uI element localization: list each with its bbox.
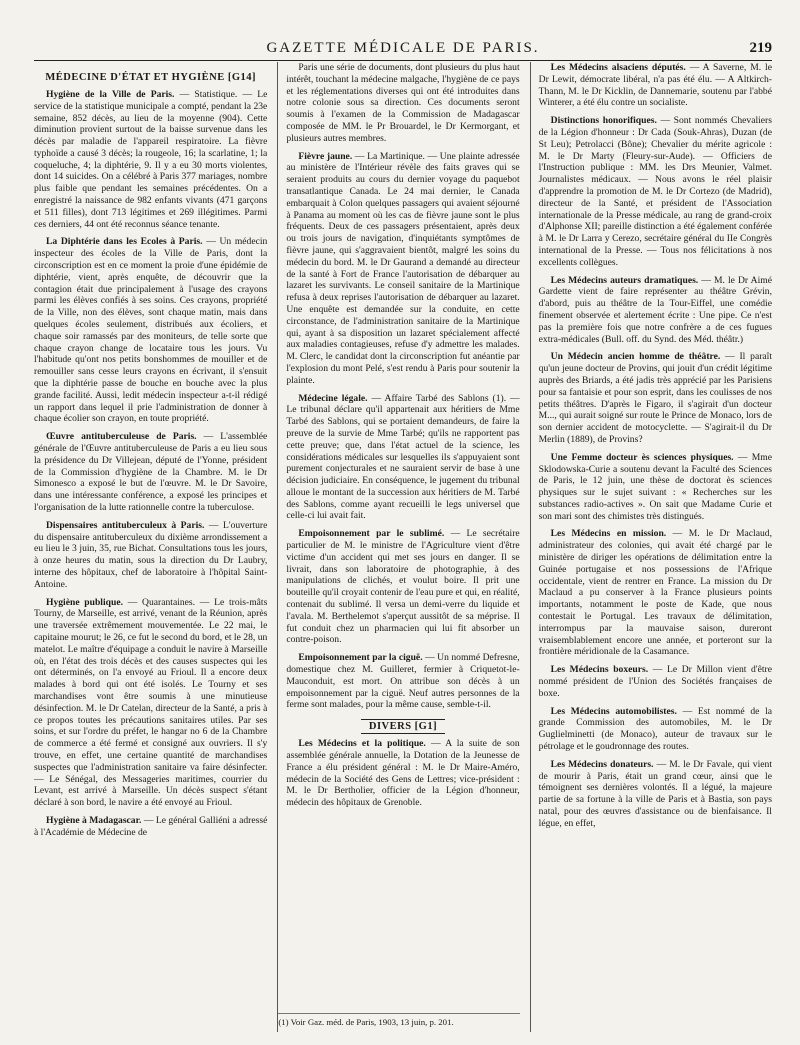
article-text: — Il paraît qu'un jeune docteur de Provins, qui jouit d'un crédit légitime auprès des Briards, a été jadis très apprécié par les Parisiens pour sa fantaisie et pour son esprit, dans les coulisses de nos petits théâtres. D'après le Figaro, il s'agirait d'un docteur M..., qui aurait soigné sur route le Prince de Monaco, lors de son dernier accident de motocyclette. — S'agirait-il du Dr Merlin (1889), de Provins? xyxy=(538,351,772,445)
article-heading: Les Médecins automobilistes. xyxy=(550,705,677,717)
article xyxy=(539,759,772,830)
article xyxy=(286,393,519,523)
article-text: — Est nommé de la grande Commission des automobiles, M. le Dr Guglielminetti (de Monaco), auteur de travaux sur le pétrolage et le goudronnage des routes. xyxy=(538,705,772,753)
article-heading: Une Femme docteur ès sciences physiques. xyxy=(550,451,734,463)
article-heading: Un Médecin ancien homme de théâtre. xyxy=(550,351,721,363)
section-heading-divers: DIVERS [G1] xyxy=(286,721,519,734)
column-3 xyxy=(530,62,772,1032)
footnote: (1) Voir Gaz. méd. de Paris, 1903, 13 juin, p. 201. xyxy=(278,1013,519,1028)
article-text: — Mme Sklodowska-Curie a soutenu devant la Faculté des Sciences de Paris, le 12 juin, une thèse de doctorat ès sciences physiques sur le sujet suivant : « Recherches sur les substances radio-actives ». On sait que Madame Curie et son mari sont des chimistes très distingués. xyxy=(538,451,772,522)
article xyxy=(286,62,519,145)
article-heading: Les Médecins alsaciens députés. xyxy=(550,62,686,73)
article xyxy=(286,528,519,646)
article-list-divers xyxy=(286,738,519,809)
article xyxy=(34,431,267,514)
section-heading: MÉDECINE D'ÉTAT ET HYGIÈNE [G14] xyxy=(45,72,256,83)
article-text: — Le Dr Millon vient d'être nommé président de l'Union des Sociétés françaises de boxe. xyxy=(538,664,772,699)
article-text: — Le général Galliéni a adressé à l'Académie de Médecine de xyxy=(34,814,268,838)
article-text: Paris une série de documents, dont plusieurs du plus haut intérêt, touchant la médecine malgache, l'hygiène de ce pays et les réglementations diverses qui ont été introduites dans notre colonie sous sa direction. Ces documents seront soumis à l'examen de la Commission de Madagascar composée de MM. le Pr Brouardel, le Dr Kermorgant, et plusieurs autres membres. xyxy=(286,62,520,144)
journal-title: GAZETTE MÉDICALE DE PARIS. xyxy=(266,40,540,56)
article-heading: Les Médecins en mission. xyxy=(550,528,667,540)
article xyxy=(539,452,772,523)
article-text: — Statistique. — Le service de la statistique municipale a compté, pendant la 23e semaine, 852 décès, au lieu de la moyenne (904). Cette diminution provient surtout de la baisse survenue dans les décès par maladie de l'appareil respiratoire. La fièvre typhoïde a causé 3 décès; la rougeole, 16; la scarlatine, 1; la coqueluche, 4; la diphtérie, 9. Il y a eu 30 morts violentes, dont 14 suicides. On a célébré à Paris 377 mariages, nombre plus faible que pendant les semaines précédentes. On a enregistré la naissance de 982 enfants vivants (471 garçons et 511 filles), dont 713 légitimes et 269 illégitimes. Parmi ces derniers, 44 ont été reconnus séance tenante. xyxy=(34,88,268,230)
header-rule xyxy=(34,60,772,61)
column-2 xyxy=(277,62,519,1032)
article-text: — L'assemblée générale de l'Œuvre antituberculeuse de Paris a eu lieu sous la présidence du Dr Villejean, député de l'Yonne, président de la Commission d'hygiène de la Chambre. M. le Dr Simonesco a exposé le but de l'œuvre. M. le Dr Savoire, dans une intéressante conférence, a exposé les principes et l'organisation de la lutte rationnelle contre la tuberculose. xyxy=(34,431,268,513)
article xyxy=(34,597,267,809)
article-heading: Les Médecins donateurs. xyxy=(550,758,654,770)
article-text: — Quarantaines. — Le trois-mâts Tourny, de Marseille, est arrivé, venant de la Réunion, après une traversée extrêmement mouvementée. Le 22 mai, le capitaine mourut; le 26, ce fut le second du bord, et le 28, un matelot. Le maître d'équipage a conduit le navire à Marseille où, en l'état des trois décès et des causes suspectes qui les ont déterminés, on l'a envoyé au Frioul. Il a encore deux malades à bord qui ont été isolés. Le Tourny et ses marchandises vont être soumis à une minutieuse désinfection. M. le Dr Catelan, directeur de la Santé, a pris à ce propos toutes les précautions sanitaires utiles. Par ses soins, et sur l'ordre du préfet, le hangar no 6 de la Chambre de commerce a été fermé et consigné aux ouvriers. Il s'y trouve, en effet, une certaine quantité de marchandises suspectes que l'administration sanitaire va faire désinfecter. — Le Sénégal, des Messageries maritimes, courrier du Levant, est arrivé à Marseille. Un décès suspect s'étant déclaré à son bord, le navire a été envoyé au Frioul. xyxy=(34,596,268,809)
article-text: — A la suite de son assemblée générale annuelle, la Dotation de la Jeunesse de France a élu président général : M. le Dr Maire-Améro, médecin de la Société des Gens de Lettres; vice-président : M. le Dr Bertholier, officier de la Légion d'honneur, médecin des hôpitaux de Grenoble. xyxy=(286,738,520,809)
page-number: 219 xyxy=(749,40,772,56)
article xyxy=(34,236,267,425)
columns xyxy=(34,62,772,1032)
article xyxy=(34,520,267,591)
article-heading: La Diphtérie dans les Ecoles à Paris. xyxy=(46,236,203,248)
article xyxy=(286,151,519,387)
article xyxy=(286,652,519,711)
article-heading: Hygiène de la Ville de Paris. xyxy=(46,88,175,100)
article xyxy=(539,351,772,445)
article-text: — Affaire Tarbé des Sablons (1). — Le tribunal déclare qu'il appartenait aux héritiers de Mme Tarbé des Sablons, qui se portaient demandeurs, de faire la preuve de la survie de Mme Tarbé; qu'ils ne rapportent pas cette preuve; que, dans l'état actuel de la science, les considérations médicales sur lesquelles ils s'appuyaient sont purement conjecturales et ne sauraient servir de base à une décision judiciaire. En conséquence, le jugement du tribunal alloue le montant de la succession aux héritiers de M. Tarbé des Sablons, comme ayant recueilli le legs universel que celle-ci lui avait fait. xyxy=(286,392,520,522)
article xyxy=(539,115,772,268)
article-heading: Les Médecins et la politique. xyxy=(298,738,426,750)
article-text: — M. le Dr Maclaud, administrateur des colonies, qui avait été chargé par le ministère de diriger les opérations de délimitation entre la Guinée portugaise et nos possessions de l'Afrique occidentale, vient de rentrer en France. La mission du Dr Maclaud a pu conserver à la France plusieurs points importants, notamment le poste de Kade, que nous contestait le Portugal. Les travaux de délimitation, interrompus par la mauvaise saison, dureront vraisemblablement encore une année, et porteront sur la frontière méridionale de la Casamance. xyxy=(538,528,772,658)
article-heading: Dispensaires antituberculeux à Paris. xyxy=(46,519,205,531)
article-text: — Un nommé Defresne, domestique chez M. Guilleret, fermier à Criquetot-le-Mauconduit, est mort. On attribue son décès à un empoisonnement par la ciguë. Neuf autres personnes de la ferme sont malades, pour la même cause, semble-t-il. xyxy=(286,652,520,711)
article-text: — Un médecin inspecteur des écoles de la Ville de Paris, dont la circonscription est en ce moment la proie d'une épidémie de diphtérie, vient, après enquête, de découvrir que la contagion était due principalement à l'usage des crayons parmi les élèves confiés à ses soins. Ces crayons, propriété de la Ville, non des élèves, sont chaque matin, mais dans quelques écoles seulement, distribués aux écoliers, et chaque soir ramassés par des moniteurs, de telle sorte que chaque crayon change de locataire tous les jours. Vu l'habitude qu'ont nos petits bonshommes de mouiller et de remouiller sans cesse leurs crayons en écrivant, il s'ensuit que la diphtérie passe de bouche en bouche avec la plus grande facilité. Aussi, ledit médecin inspecteur a-t-il rédigé un rapport dans lequel il prie l'administration de donner à chaque écolier son crayon, en toute propriété. xyxy=(34,236,268,425)
article-text: — L'ouverture du dispensaire antituberculeux du dixième arrondissement a eu lieu le 3 juin, 35, rue Bichat. Consultations tous les jours, à onze heures du matin, sous la direction du Dr Laubry, interne des hôpitaux, chef de laboratoire à l'hôpital Saint-Antoine. xyxy=(34,519,268,590)
column-1 xyxy=(34,62,267,1032)
article-list xyxy=(286,62,519,711)
article-heading: Les Médecins boxeurs. xyxy=(550,664,649,676)
article-heading: Empoisonnement par la ciguë. xyxy=(298,652,423,664)
article-text: — M. le Dr Aimé Gardette vient de faire représenter au théâtre Grévin, d'abord, puis au théâtre de la Tour-Eiffel, une comédie finement observée et alertement écrite : Une pipe. Ce n'est pas la première fois que notre confrère a de ces fugues extra-médicales (Bull. off. du Synd. des Méd. théâtr.) xyxy=(538,274,772,345)
article xyxy=(539,706,772,753)
article xyxy=(539,528,772,658)
article xyxy=(539,664,772,699)
article-text: — Sont nommés Chevaliers de la Légion d'honneur : Dr Cada (Souk-Ahras), Duzan (de St Leu); Petrolacci (Bône); Chevalier du mérite agricole : M. le Dr Marty (Fleury-sur-Aude). — Officiers de l'Instruction publique : MM. les Drs Meunier, Valmet. Journalistes médicaux. — Nous avons le réel plaisir d'apprendre la promotion de M. le Dr Cortezo (de Madrid), directeur de la Santé, et président de l'Association internationale de la Presse médicale, au rang de grand-croix d'Alphonse XII; pareille distinction a été également conférée à M. le Dr Larra y Cerezo, secrétaire général du IIe Congrès international de la Presse. — Tous nos félicitations à nos excellents collègues. xyxy=(538,115,772,268)
article-heading: Empoisonnement par le sublimé. xyxy=(298,528,445,540)
article-heading: Hygiène publique. xyxy=(46,596,123,608)
article xyxy=(539,62,772,109)
article xyxy=(34,89,267,231)
article xyxy=(286,738,519,809)
article-heading: Distinctions honorifiques. xyxy=(550,115,657,127)
article-list xyxy=(539,62,772,830)
article-heading: Fièvre jaune. xyxy=(298,150,353,162)
article xyxy=(539,275,772,346)
article-heading: Les Médecins auteurs dramatiques. xyxy=(550,274,699,286)
page-header xyxy=(34,0,772,62)
article-text: — A Saverne, M. le Dr Lewit, démocrate libéral, n'a pas été élu. — A Altkirch-Thann, M. le Dr Kicklin, de Dannemarie, soutenu par l'abbé Winterer, a été élu contre un socialiste. xyxy=(538,62,772,109)
article-text: — Le secrétaire particulier de M. le ministre de l'Agriculture vient d'être victime d'un accident qui met ses jours en danger. Il se livrait, dans son laboratoire de photographie, à des manipulations de clichés, et voulut boire. Il prit une bouteille qu'il croyait contenir de l'eau pure et qui, en réalité, contenait du sublimé. Il versa un demi-verre du liquide et l'avala. M. Berthelemot s'aperçut aussitôt de sa méprise. Il fut conduit chez un pharmacien qui lui fit absorber un contre-poison. xyxy=(286,528,520,646)
article-list xyxy=(34,89,267,839)
article xyxy=(34,815,267,839)
article-text: — La Martinique. — Une plainte adressée au ministère de l'Intérieur révèle des faits graves qui se seraient produits au cours du dernier voyage du paquebot transatlantique Canada. Le 24 mai dernier, le Canada embarquait à Colon quelques passagers qui avaient séjourné à Panama au moment où les cas de fièvre jaune sont le plus fréquents. Deux de ces passagers présentaient, après deux ou trois jours de navigation, d'inquiétants symptômes de fièvre jaune, qui s'aggravaient bientôt, malgré les soins du médecin du bord. M. le Dr Gaurand a demandé au directeur de la santé à Fort de France l'autorisation de débarquer au lazaret les survivants. Le conseil sanitaire de la Martinique refusa à deux reprises l'autorisation de débarquer au lazaret. Une enquête est demandée sur la conduite, en cette circonstance, de l'administration sanitaire de la Martinique qui, ayant à sa disposition un lazaret spécialement affecté aux maladies contagieuses, refuse d'y admettre les malades. M. Clerc, le candidat dont la circonscription fut anéantie par l'explosion du mont Pelé, s'est rendu à Paris pour soutenir la plainte. xyxy=(286,150,520,386)
article-heading: Médecine légale. xyxy=(298,392,368,404)
article-text: — M. le Dr Favale, qui vient de mourir à Paris, était un grand cœur, ainsi que le témoignent ses dernières volontés. Il a légué, la majeure partie de sa fortune à la ville de Paris et à Bastia, son pays natal, pour des œuvres d'assistance ou de bienfaisance. Il légue, en effet, xyxy=(538,758,772,829)
article-heading: Œuvre antituberculeuse de Paris. xyxy=(46,431,197,443)
article-heading: Hygiène à Madagascar. xyxy=(46,814,142,826)
